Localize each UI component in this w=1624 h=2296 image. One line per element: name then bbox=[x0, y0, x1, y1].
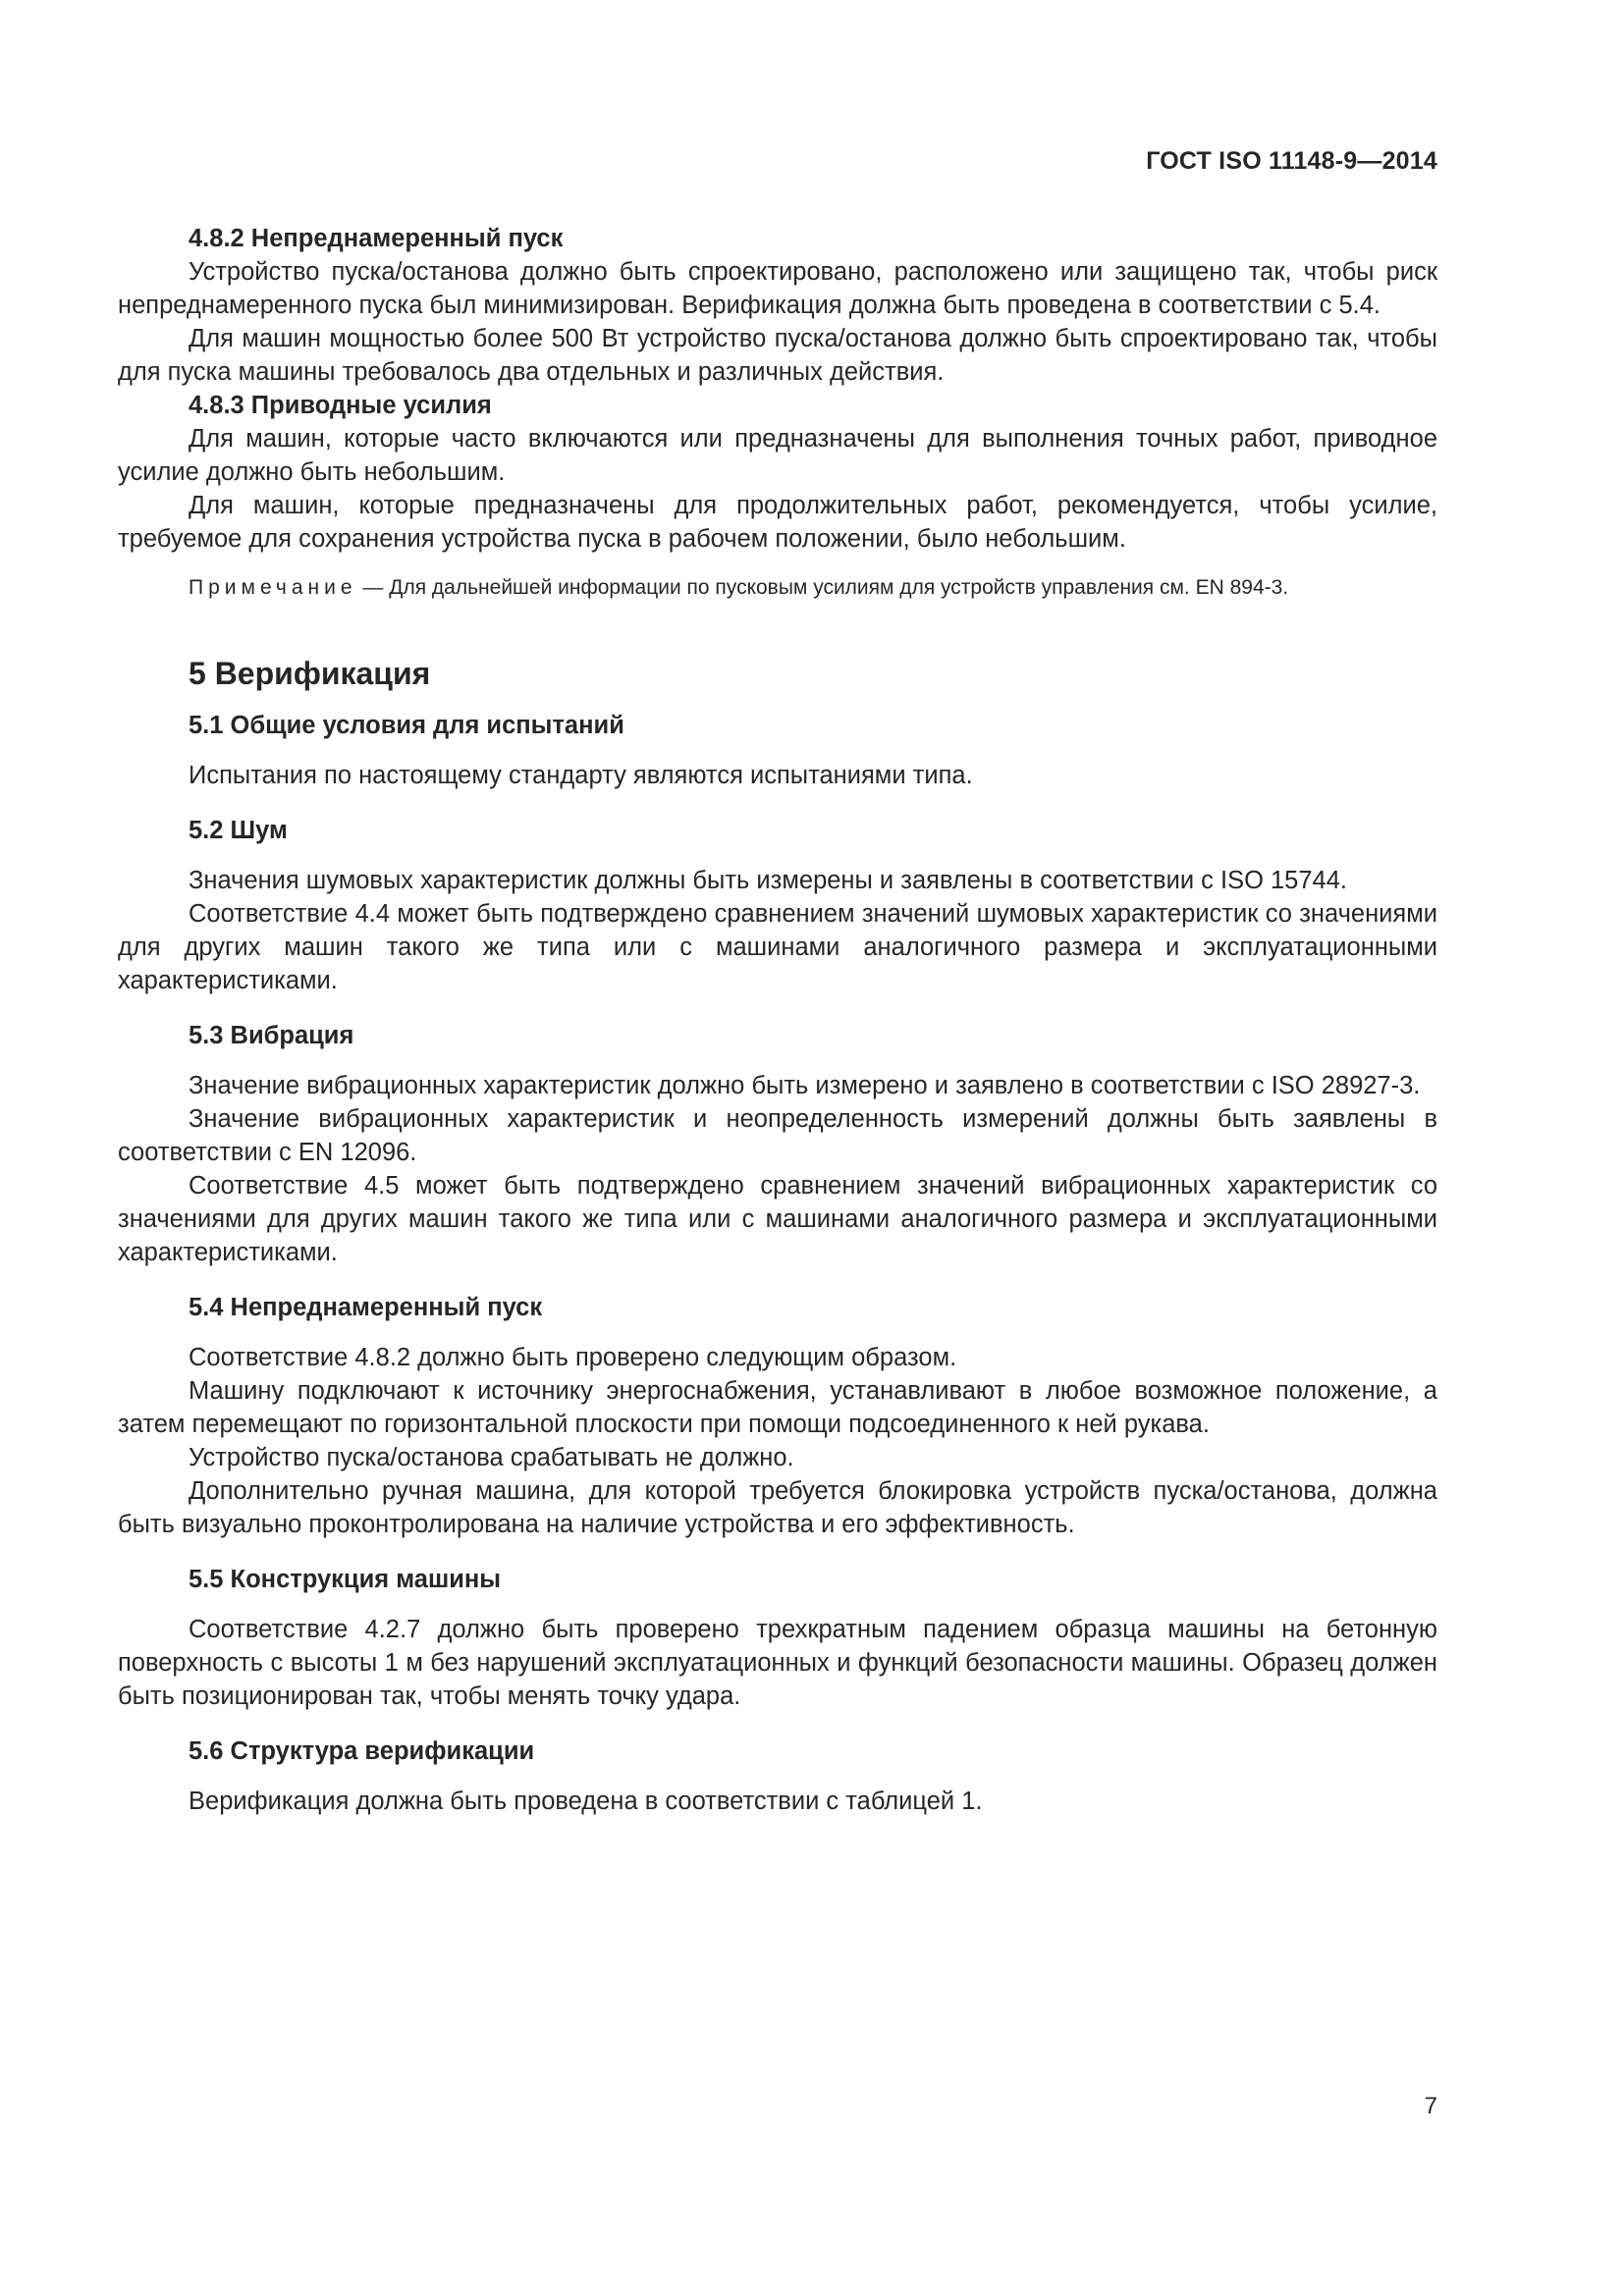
paragraph: Для машин мощностью более 500 Вт устройство пуска/останова должно быть спроектировано так, чтобы для пуска машины требовалось два отдельных и различных действия. bbox=[118, 325, 1437, 386]
paragraph: Машину подключают к источнику энергоснабжения, устанавливают в любое возможное положение, а затем перемещают по горизонтальной плоскости при помощи подсоединенного к ней рукава. bbox=[118, 1377, 1437, 1438]
heading-5-5: 5.5 Конструкция машины bbox=[189, 1566, 502, 1593]
paragraph: Значение вибрационных характеристик должно быть измерено и заявлено в соответствии с ISO 28927-3. bbox=[189, 1072, 1421, 1099]
paragraph: Устройство пуска/останова должно быть спроектировано, расположено или защищено так, чтобы риск непреднамеренного пуска был минимизирован. Верификация должна быть проведена в соответствии с 5.4. bbox=[118, 258, 1437, 319]
paragraph: Соответствие 4.2.7 должно быть проверено трехкратным падением образца машины на бетонную поверхность с высоты 1 м без нарушений эксплуатационных и функций безопасности машины. Образец должен быть позиционирован так, чтобы менять точку удара. bbox=[118, 1616, 1437, 1710]
paragraph: Для машин, которые предназначены для продолжительных работ, рекомендуется, чтобы усилие, требуемое для сохранения устройства пуска в рабочем положении, было небольшим. bbox=[118, 492, 1437, 553]
paragraph: Значение вибрационных характеристик и неопределенность измерений должны быть заявлены в соответствии с EN 12096. bbox=[118, 1105, 1437, 1166]
heading-5-2: 5.2 Шум bbox=[189, 817, 288, 844]
paragraph: Верификация должна быть проведена в соответствии с таблицей 1. bbox=[189, 1788, 983, 1815]
section-title-5: 5 Верификация bbox=[189, 656, 431, 691]
paragraph: Для машин, которые часто включаются или предназначены для выполнения точных работ, приводное усилие должно быть небольшим. bbox=[118, 425, 1437, 486]
paragraph: Соответствие 4.4 может быть подтверждено сравнением значений шумовых характеристик со значениями для других машин такого же типа или с машинами аналогичного размера и эксплуатационными характеристиками. bbox=[118, 900, 1437, 994]
heading-5-3: 5.3 Вибрация bbox=[189, 1022, 354, 1049]
heading-5-1: 5.1 Общие условия для испытаний bbox=[189, 712, 624, 739]
note-label: Примечание bbox=[189, 576, 357, 599]
heading-4-8-2: 4.8.2 Непреднамеренный пуск bbox=[189, 225, 564, 252]
document-code-header: ГОСТ ISO 11148-9—2014 bbox=[1146, 147, 1437, 175]
heading-4-8-3: 4.8.3 Приводные усилия bbox=[189, 392, 492, 419]
note bbox=[118, 572, 1437, 603]
page-content bbox=[118, 222, 1437, 1818]
paragraph: Дополнительно ручная машина, для которой требуется блокировка устройств пуска/останова, должна быть визуально проконтролирована на наличие устройства и его эффективность. bbox=[118, 1477, 1437, 1538]
paragraph: Соответствие 4.5 может быть подтверждено сравнением значений вибрационных характеристик со значениями для других машин такого же типа или с машинами аналогичного размера и эксплуатационными характеристиками. bbox=[118, 1172, 1437, 1266]
heading-5-4: 5.4 Непреднамеренный пуск bbox=[189, 1294, 543, 1321]
paragraph: Устройство пуска/останова срабатывать не должно. bbox=[189, 1444, 794, 1471]
paragraph: Соответствие 4.8.2 должно быть проверено следующим образом. bbox=[189, 1344, 957, 1371]
paragraph: Испытания по настоящему стандарту являются испытаниями типа. bbox=[189, 762, 973, 789]
page-number: 7 bbox=[1424, 2093, 1437, 2119]
heading-5-6: 5.6 Структура верификации bbox=[189, 1737, 535, 1765]
note-text: — Для дальнейшей информации по пусковым усилиям для устройств управления см. EN 894-3. bbox=[356, 576, 1289, 599]
paragraph: Значения шумовых характеристик должны быть измерены и заявлены в соответствии с ISO 15744. bbox=[189, 867, 1347, 894]
